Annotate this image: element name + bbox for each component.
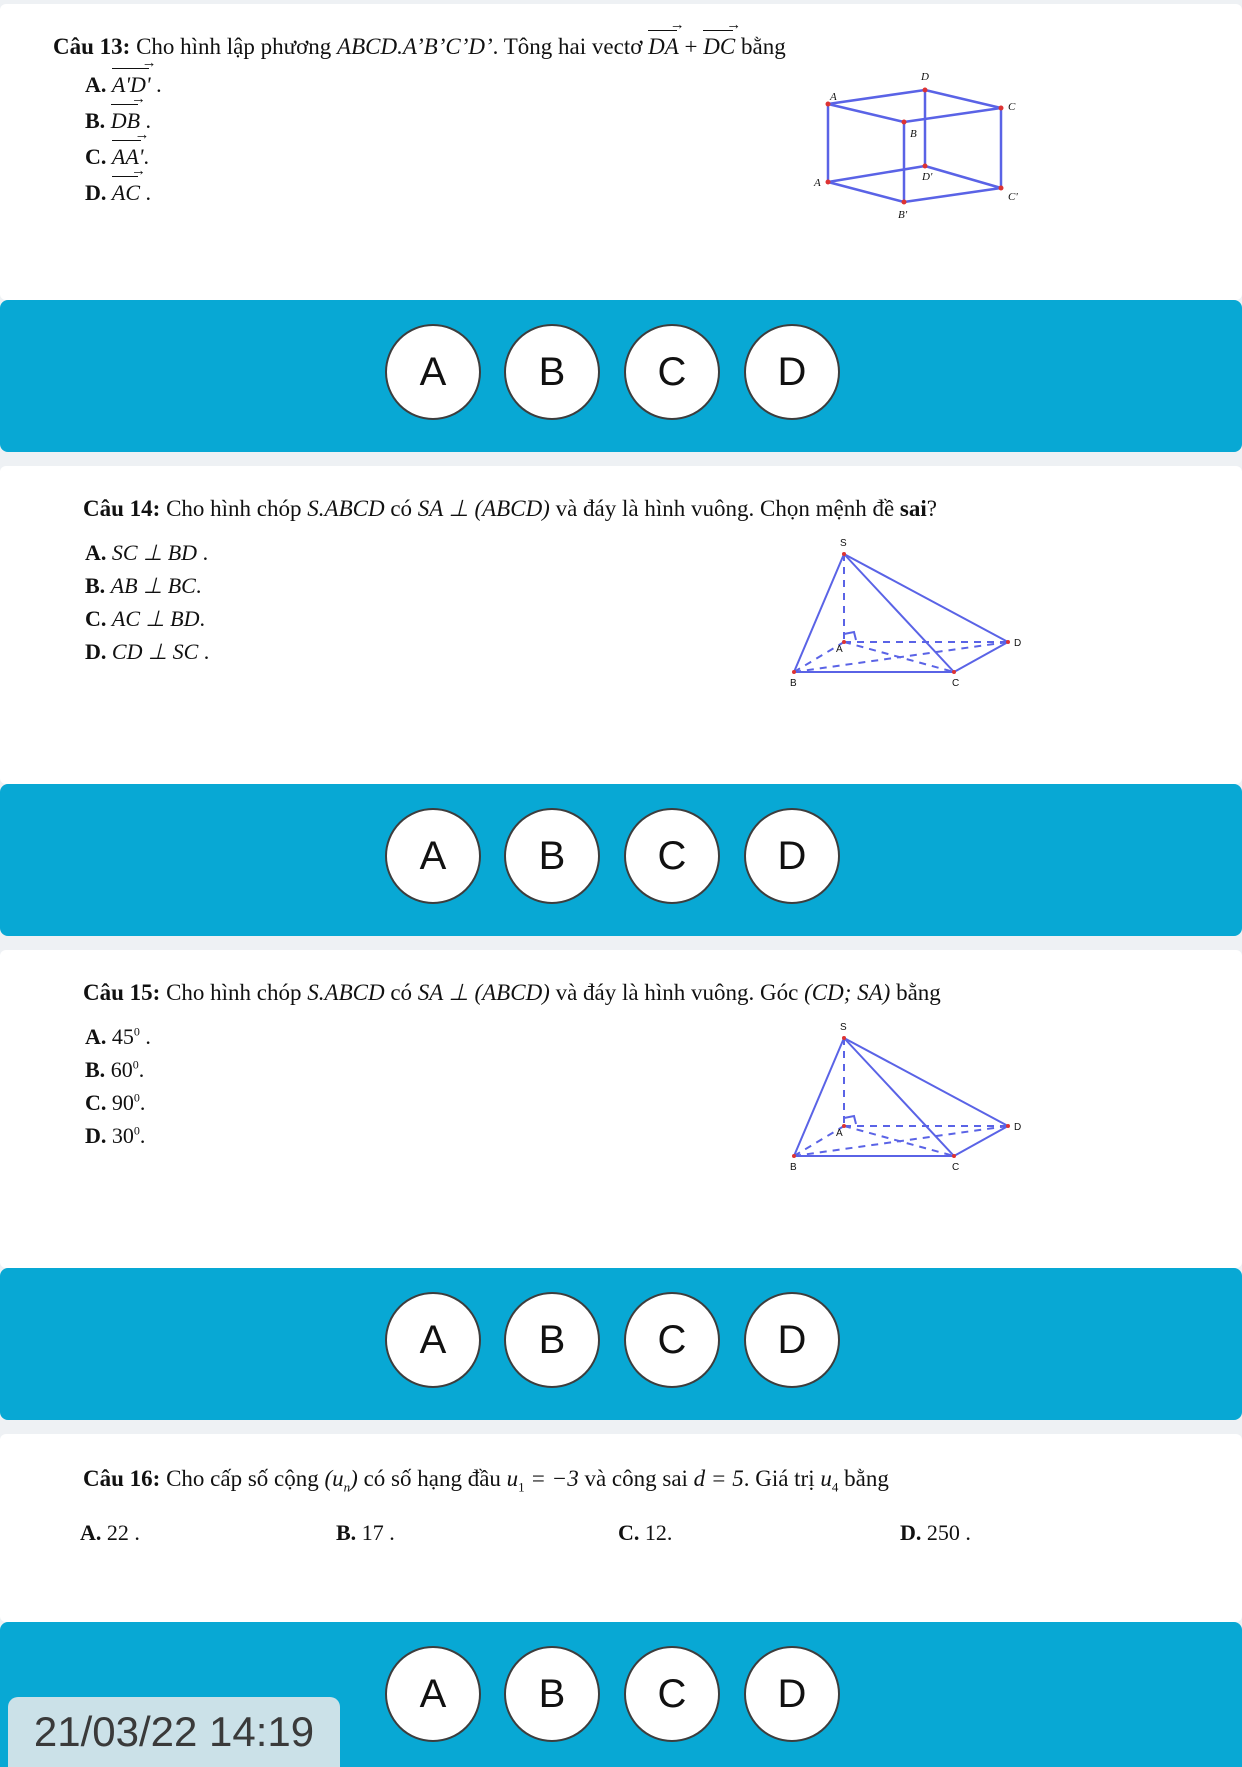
answer-a-button[interactable]: A — [385, 324, 481, 420]
label-d-prime: D' — [922, 171, 933, 183]
answer-band-13 — [0, 300, 1242, 452]
answer-a-button[interactable]: A — [385, 808, 481, 904]
pyramid-figure — [780, 536, 1040, 696]
option-b: B. 17 . — [336, 1520, 395, 1545]
label-a-prime: A — [814, 177, 821, 189]
question-15-text: Câu 15: Cho hình chóp S.ABCD có SA ⊥ (ABCD) và đáy là hình vuông. Góc (CD; SA) bằng — [83, 980, 941, 1005]
option-d: D. $30^0$. — [85, 1123, 146, 1148]
answer-c-button[interactable]: C — [624, 1292, 720, 1388]
cube-figure — [810, 68, 1030, 228]
option-a: A. SC ⊥ BD . — [85, 540, 209, 565]
label-b: B — [790, 1162, 797, 1173]
answer-c-button[interactable]: C — [624, 808, 720, 904]
option-b: B. $60^0$. — [85, 1057, 145, 1082]
answer-b-button[interactable]: B — [504, 324, 600, 420]
option-a: A. 22 . — [80, 1520, 140, 1545]
answer-b-button[interactable]: B — [504, 1292, 600, 1388]
timestamp-overlay: 21/03/22 14:19 — [8, 1697, 340, 1767]
option-c: C. $90^0$. — [85, 1090, 146, 1115]
option-c: C. AC ⊥ BD. — [85, 606, 205, 631]
option-d: D. 250 . — [900, 1520, 971, 1545]
option-b: B. AB ⊥ BC. — [85, 573, 202, 598]
answer-c-button[interactable]: C — [624, 324, 720, 420]
option-d: D. CD ⊥ SC . — [85, 639, 210, 664]
label-a: A — [830, 91, 837, 103]
option-a: A. A'D' → . — [85, 72, 162, 98]
question-15-card — [0, 950, 1242, 1268]
label-b: B — [790, 678, 797, 689]
label-d: D — [921, 71, 929, 83]
label-d: D — [1014, 1122, 1022, 1133]
label-a: A — [836, 1128, 843, 1139]
answer-c-button[interactable]: C — [624, 1646, 720, 1742]
label-c-prime: C' — [1008, 191, 1018, 203]
answer-d-button[interactable]: D — [744, 808, 840, 904]
answer-band-15 — [0, 1268, 1242, 1420]
question-14-text: Câu 14: Cho hình chóp S.ABCD có SA ⊥ (ABCD) và đáy là hình vuông. Chọn mệnh đề sai? — [83, 496, 937, 521]
answer-d-button[interactable]: D — [744, 324, 840, 420]
answer-d-button[interactable]: D — [744, 1646, 840, 1742]
option-d: D. AC → . — [85, 180, 151, 206]
answer-d-button[interactable]: D — [744, 1292, 840, 1388]
question-14-card — [0, 466, 1242, 784]
label-c: C — [1008, 101, 1016, 113]
question-13-card — [0, 4, 1242, 300]
label-s: S — [840, 1022, 847, 1033]
answer-band-14 — [0, 784, 1242, 936]
pyramid-figure — [780, 1020, 1040, 1180]
question-16-card — [0, 1434, 1242, 1622]
option-c: C. AA' →. — [85, 144, 149, 170]
label-c: C — [952, 1162, 960, 1173]
option-b: B. DB → . — [85, 108, 151, 134]
label-s: S — [840, 538, 847, 549]
label-a: A — [836, 644, 843, 655]
option-a: A. $45^0$ . — [85, 1024, 151, 1049]
answer-b-button[interactable]: B — [504, 1646, 600, 1742]
answer-a-button[interactable]: A — [385, 1646, 481, 1742]
question-16-text: Câu 16: Cho cấp số cộng $(u_n)$ có số hạng đầu $u_1 = -3$ và công sai d = 5. Giá trị $u_4$ bằng — [83, 1466, 889, 1495]
label-b: B — [910, 128, 917, 140]
label-d: D — [1014, 638, 1022, 649]
answer-a-button[interactable]: A — [385, 1292, 481, 1388]
question-13-text: Câu 13: Cho hình lập phương ABCD.A’B’C’D’. Tông hai vectơ DA → + DC → bằng — [53, 34, 786, 60]
label-c: C — [952, 678, 960, 689]
label-b-prime: B' — [898, 209, 908, 221]
option-c: C. 12. — [618, 1520, 673, 1545]
answer-b-button[interactable]: B — [504, 808, 600, 904]
